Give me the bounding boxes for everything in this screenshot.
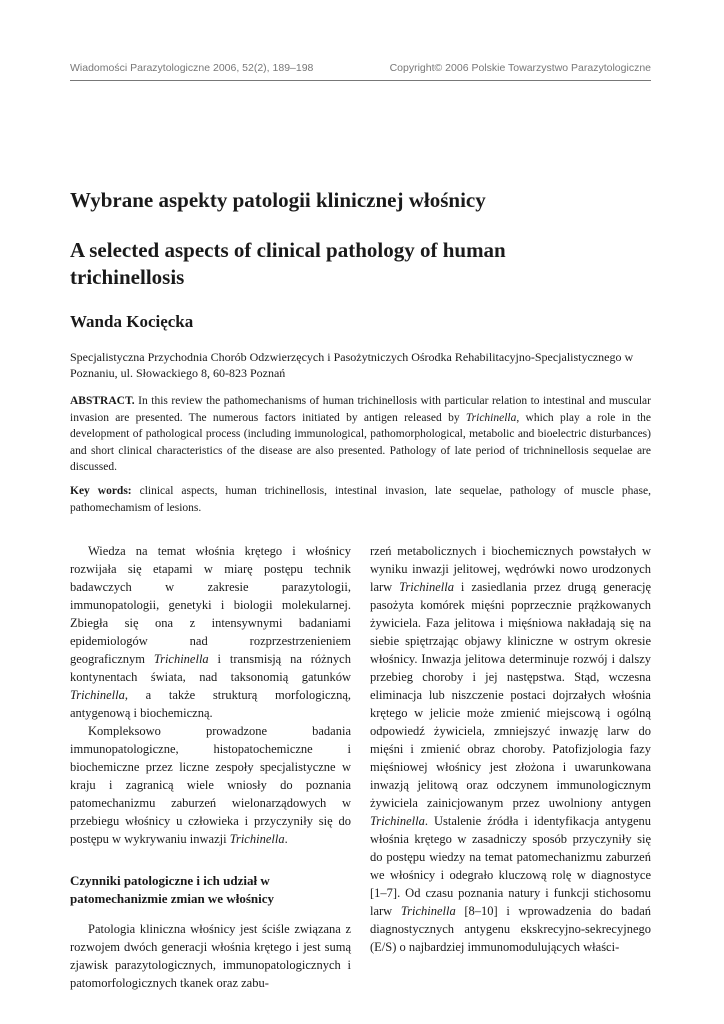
title-english: A selected aspects of clinical pathology of human trichinellosis: [70, 238, 506, 289]
body-column-left: [70, 542, 351, 992]
body-text: .: [284, 832, 288, 846]
abstract-italic: Trichinella: [465, 411, 517, 424]
keywords: [70, 483, 651, 516]
abstract-text: , which play a role in the development of pathological process (including immunological, pathomorphological, metabolic and bioelectric disturbances) and short clinical characteristics of the disease are also presented. Pathology of late period of trichninellosis sequelae are discussed.: [70, 411, 651, 473]
abstract: [70, 393, 651, 476]
keywords-text: clinical aspects, human trichinellosis, intestinal invasion, late sequelae, pathology of muscle phase, pathomechamism of lesions.: [70, 485, 651, 514]
body-paragraph: [70, 542, 351, 722]
body-text: Kompleksowo prowadzone badania immunopatologiczne, histopatochemiczne i biochemiczne przez liczne zespoły specjalistyczne w kraju i zagranicą wiele wniosły do poznania patomechanizmu zaburzeń wielonarządowych w przebiegu włośnicy u człowieka i przyczyniły się do postępu w wykrywaniu inwazji: [70, 724, 351, 846]
journal-citation: Wiadomości Parazytologiczne 2006, 52(2), 189–198: [70, 62, 314, 74]
body-column-right: [370, 542, 651, 956]
copyright-notice: Copyright© 2006 Polskie Towarzystwo Parazytologiczne: [389, 62, 651, 74]
body-italic: Trichinella: [153, 652, 209, 666]
body-text: i zasiedlania przez drugą generację pasożyta komórek mięśni poprzecznie prążkowanych żywiciela. Faza jelitowa i mięśniowa nakładają się na siebie spiętrzając objawy kliniczne w ostrym okresie włośnicy. Inwazja jelitowa determinuje rozwój i dalszy przebieg choroby i jej następstwa. Stąd, wczesna eliminacja lub niszczenie postaci dojrzałych włośnia krętego w jelicie może zmienić miejscową i ogólną odpowiedź żywiciela, zmniejszyć inwazję larw do mięśni i zmienić obraz choroby. Patofizjologia fazy mięśniowej włośnicy jest złożona i uwarunkowana inwazją jelitową oraz odczynem immunologicznym żywiciela zainicjowanym przez uwolniony antygen: [370, 580, 652, 810]
abstract-label: ABSTRACT.: [70, 395, 135, 407]
body-italic: Trichinella: [370, 814, 425, 828]
title-polish: Wybrane aspekty patologii klinicznej włośnicy: [70, 188, 486, 212]
body-text: . Ustalenie źródła i identyfikacja antygenu włośnia krętego w zasadniczy sposób przyczyniły się do postępu wiedzy na temat patomechanizmu zaburzeń we włośnicy i odegrało kluczową rolę w diagnostyce [1–7]. Od czasu poznania natury i funkcji stichosomu larw: [370, 814, 651, 918]
keywords-label: Key words:: [70, 485, 132, 497]
author-affiliation: Specjalistyczna Przychodnia Chorób Odzwierzęcych i Pasożytniczych Ośrodka Rehabilitacyjno-Specjalistycznego w Poznaniu, ul. Słowackiego 8, 60-823 Poznań: [70, 350, 634, 380]
abstract-text: In this review the pathomechanisms of human trichinellosis with particular relation to intestinal and muscular invasion are presented. The numerous factors initiated by antigen released by: [70, 395, 651, 424]
body-text: , a także strukturą morfologiczną, antygenową i biochemiczną.: [70, 688, 351, 720]
body-paragraph: Patologia kliniczna włośnicy jest ściśle związana z rozwojem dwóch generacji włośnia krętego i jest sumą zjawisk parazytologicznych, immunopatologicznych i patomorfologicznych tkanek oraz zabu-: [70, 922, 351, 990]
body-italic: Trichinella: [229, 832, 285, 846]
author-name: Wanda Kocięcka: [70, 312, 194, 331]
body-paragraph: [70, 722, 351, 848]
section-heading: Czynniki patologiczne i ich udział w patomechanizmie zmian we włośnicy: [70, 873, 275, 906]
body-italic: Trichinella: [400, 904, 456, 918]
body-text: Wiedza na temat włośnia krętego i włośnicy rozwijała się etapami w miarę postępu technik badawczych w zakresie parazytologii, immunopatologii, genetyki i biologii molekularnej. Zbiegła się ona z intensywnymi badaniami epidemiologów nad rozprzestrzenieniem geograficznym: [70, 544, 351, 666]
running-header: [70, 62, 651, 74]
body-text: i transmisją na różnych kontynentach świata, nad taksonomią gatunków: [70, 652, 351, 684]
body-italic: Trichinella: [70, 688, 125, 702]
body-paragraph: [370, 542, 651, 956]
body-text: rzeń metabolicznych i biochemicznych powstałych w wyniku inwazji jelitowej, wędrówki nowo urodzonych larw: [370, 544, 651, 594]
header-rule: [70, 80, 651, 81]
body-text: [8–10] i wprowadzenia do badań diagnostycznych antygenu ekskrecyjno-sekrecyjnego (E/S) o najbardziej immunomodulujących właści-: [370, 904, 651, 954]
body-italic: Trichinella: [399, 580, 455, 594]
